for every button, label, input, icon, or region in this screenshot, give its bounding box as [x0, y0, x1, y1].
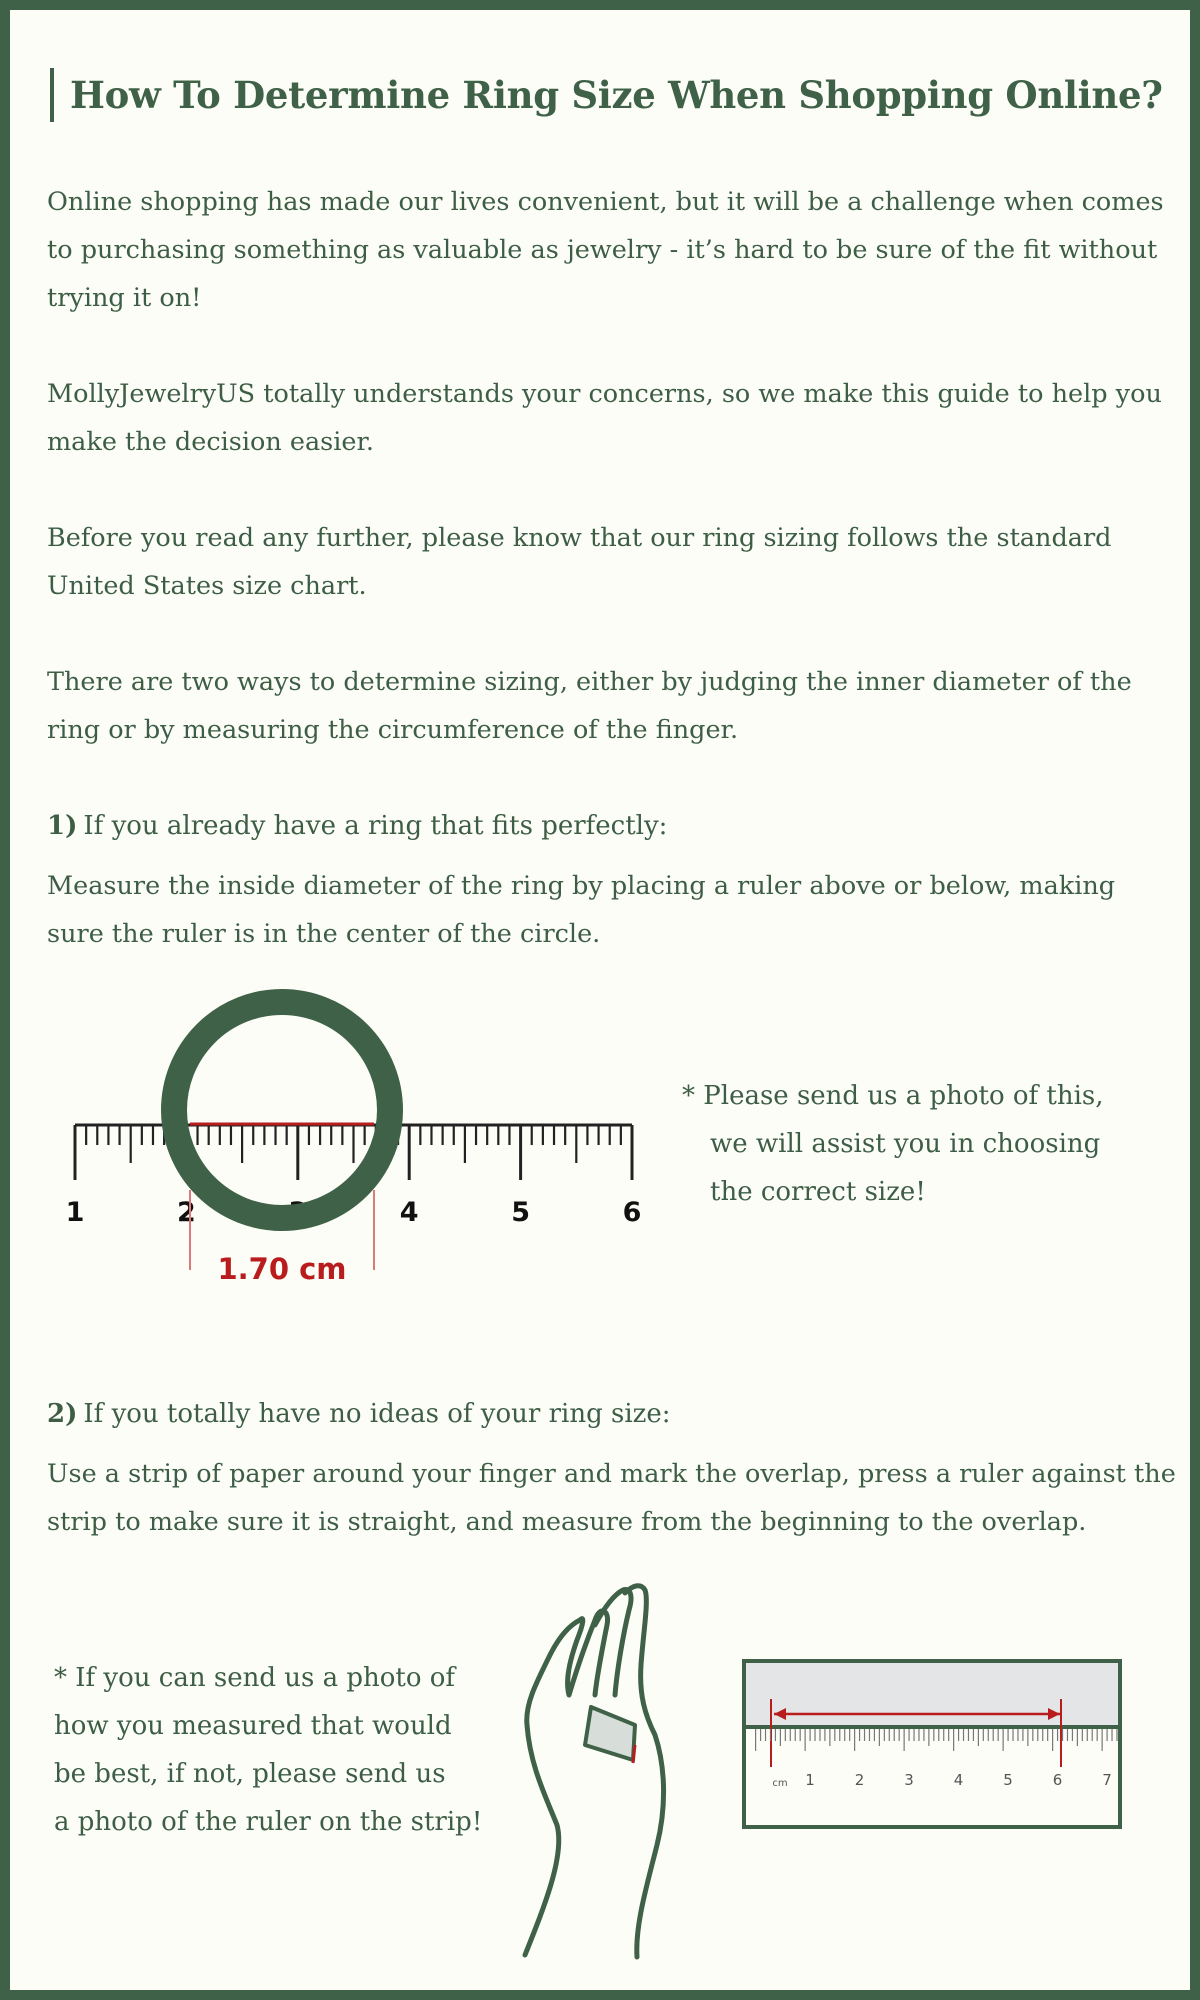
step1-number: 1) [47, 811, 78, 841]
ruler-tick-label: 3 [288, 1197, 308, 1228]
step2-note [54, 1654, 524, 1846]
step2-heading-text: If you totally have no ideas of your ring size: [83, 1399, 671, 1429]
reassurance-paragraph: MollyJewelryUS totally understands your concerns, so we make this guide to help you make the decision easier. [47, 379, 1162, 457]
ruler-unit-label: cm [772, 1778, 788, 1789]
strip-ruler-illustration [738, 1655, 1128, 1835]
hand-outline [525, 1586, 664, 1957]
ring-ruler-illustration [50, 990, 650, 1310]
strip-ruler-tick-label: 3 [904, 1771, 914, 1789]
paper-strip [585, 1707, 635, 1760]
step1-heading-text: If you already have a ring that fits perfectly: [83, 811, 668, 841]
strip-ruler-tick-label: 5 [1003, 1771, 1013, 1789]
paper-strip-rect [744, 1661, 1120, 1727]
hand-illustration [525, 1585, 725, 1965]
step2-note-line: how you measured that would [54, 1711, 452, 1741]
ruler-tick-label: 4 [399, 1197, 419, 1228]
step2-note-line: a photo of the ruler on the strip! [54, 1807, 483, 1837]
step2-body: Use a strip of paper around your finger and mark the overlap, press a ruler against the strip to make sure it is straight, and measure from the beginning to the overlap. [47, 1459, 1176, 1537]
step1-note-line: * Please send us a photo of this, [682, 1081, 1104, 1111]
overlap-mark [633, 1745, 635, 1763]
ruler-tick-label: 2 [177, 1197, 196, 1228]
step2-note-line: be best, if not, please send us [54, 1759, 446, 1789]
ring-graphic [174, 1002, 390, 1218]
strip-ruler-tick-label: 7 [1102, 1771, 1112, 1789]
step2-heading [47, 1390, 1147, 1438]
page-title: How To Determine Ring Size When Shopping Online? [50, 68, 1190, 122]
step1-note-line: we will assist you in choosing [710, 1129, 1101, 1159]
strip-ruler-tick-label: 6 [1052, 1771, 1063, 1789]
two-ways-paragraph: There are two ways to determine sizing, either by judging the inner diameter of the ring or by measuring the circumference of the finger. [47, 667, 1132, 745]
ruler-tick-label: 5 [511, 1197, 530, 1228]
measurement-label: 1.70 cm [217, 1252, 347, 1286]
strip-ruler-tick-label: 4 [953, 1771, 964, 1789]
strip-ruler-tick-label: 2 [854, 1771, 865, 1789]
step1-heading [47, 802, 1147, 850]
intro-paragraph: Online shopping has made our lives convenient, but it will be a challenge when comes to purchasing something as valuable as jewelry - it’s hard to be sure of the fit without trying it on! [47, 187, 1164, 313]
step1-note [682, 1072, 1162, 1216]
step1-note-line: the correct size! [710, 1177, 926, 1207]
ruler-tick-label: 1 [65, 1197, 85, 1228]
strip-ruler-tick-label: 1 [805, 1771, 815, 1789]
step1-body: Measure the inside diameter of the ring by placing a ruler above or below, making sure the ruler is in the center of the circle. [47, 871, 1116, 949]
ruler-ticks [75, 1125, 632, 1180]
ruler-tick-label: 6 [622, 1197, 642, 1228]
step2-number: 2) [47, 1399, 78, 1429]
step2-note-line: * If you can send us a photo of [54, 1663, 456, 1693]
sizing-standard-paragraph: Before you read any further, please know that our ring sizing follows the standard United States size chart. [47, 523, 1112, 601]
